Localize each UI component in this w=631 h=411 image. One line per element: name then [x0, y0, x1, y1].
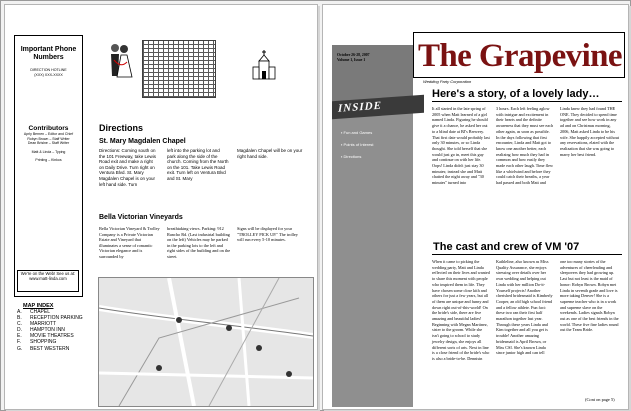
- chapel-directions-col1: Directions: Coming south on the 101 Freeway, take Lewis Road exit and make a right on Daily Drive. Turn right on Ventura Blvd. St. Mary Magdalen Chapel is on your left hand side. Turn: [99, 148, 156, 187]
- issue-volume-line: Volume 1, Issue 1: [337, 58, 366, 62]
- vineyards-col3: Signs will be displayed for your "TROLLEY PICK UP." The trolley will run every 5-10 minutes.: [237, 226, 298, 243]
- publisher-line: Wedding Party Corporation: [423, 79, 472, 84]
- map-index-row: E. MOVIE THEATRES: [17, 333, 74, 340]
- vineyards-heading: Bella Victorian Vineyards: [99, 214, 183, 221]
- map-index-row: F. SHOPPING: [17, 339, 57, 346]
- map-index-row: A. CHAPEL: [17, 309, 51, 315]
- headline-rule: [432, 101, 622, 102]
- vineyards-col2: breathtaking views. Parking: 912 Rancho Rd. (Last industrial building on the left) Vehicles may be parked in the parking lots to the left and right sides of the building and on the street.: [167, 226, 231, 259]
- directions-heading: Directions: [99, 123, 144, 133]
- cast-headline: The cast and crew of VM '07: [433, 241, 580, 253]
- masthead: [413, 32, 625, 78]
- website-box: We're on the Web! See us at: www.matt-linda.com: [17, 270, 79, 292]
- map-index-title: MAP INDEX: [23, 303, 54, 309]
- maze-puzzle: [142, 40, 216, 98]
- issue-date-line: October 26-28, 2007: [337, 53, 370, 57]
- map-index-row: B. RECEPTION PARKING: [17, 315, 83, 322]
- toc-item: ▪ Directions: [341, 151, 374, 163]
- contributors-title: Contributors: [28, 125, 69, 133]
- map-index: [17, 303, 102, 352]
- cast-col2: Kathleline, also known as Miss Quality Assurance, she enjoys stressing over details over her own wedding and helping out Linda with her million Do-it-Yourself projects! Another cherished bridesmaid is Kimberly Cooper, an old high school friend and a fellow athlete. Fun fact: these two ran their first half marathon together last year. Through these years Linda and Kim together and all you get is trouble! Another amazing bridesmaid is April Brown, or Miss CSI. She's known Linda since junior high and can tell: [496, 259, 553, 356]
- newsletter-title: The Grapevine: [418, 38, 622, 74]
- issue-date: [337, 53, 370, 63]
- map-index-row: G. BEST WESTERN: [17, 345, 70, 352]
- map-index-row: C. MARRIOTT: [17, 321, 57, 328]
- contributor-line: Aprly Bernen – Editor and Chief: [23, 132, 74, 137]
- direction-hotline-number: (XXX) XXX-XXXX: [34, 72, 63, 77]
- toc-item: ▪ Fun and Games: [341, 127, 374, 139]
- contributor-line: Printing – Kinkos: [35, 158, 62, 163]
- contributor-line: Dean Brislne – Staff Writer: [27, 141, 70, 146]
- story-headline: Here's a story, of a lovely lady…: [432, 88, 600, 100]
- church-clipart: [250, 49, 278, 81]
- direction-hotline-label: DIRECTION HOTLINE: [30, 68, 67, 72]
- headline-rule: [432, 254, 622, 255]
- map-index-row: D. HAMPTON INN: [17, 327, 65, 334]
- bride-groom-clipart: [105, 40, 135, 80]
- cast-col1: When it came to picking the wedding party, Matt and Linda reflected on their lives and wanted to share this moment with people who inspired them in life. They have chosen some close kith and others for just a few years, but all of them are unique and funny and down right out-of-this-world! On the bride's side, there are five amazing and beautiful ladies! Beginning with Megan Martinez, sister to the groom. While she isn't going to school to study jewelry design, she enjoys all different sorts of arts. Next in line is a close friend of the bride's who is also a bride-to-be. Dennisin: [432, 259, 490, 361]
- story-col2: 3 hours. Each left feeling aglow with intrigue and excitement in their hearts and the definite awareness that they must see each other again, as soon as possible. In the days following that first encounter, Linda and Matt got to know one another better, each realizing how much they had in common and how easily they made each other laugh. Time flew like a whirlwind and before they could catch their breaths, a year had passed and both Matt and: [496, 106, 554, 186]
- chapel-directions-col2: left into the parking lot and park along the side of the church. Coming from the North on the 101. Take Lewis Road exit. Turn left on Ventura Blvd and St. Mary: [167, 148, 229, 181]
- story-col1: It all started in the late spring of 2005 when Matt learned of a girl named Linda. Figuring he should give it a chance, he asked her out to a blind date at BJ's Brewery. That first date would probably last only 30 minutes, or so Linda thought. She told herself that she would just go in, meet this guy and continue on with her life. Oops! Linda didn't just stay 30 minutes; instead she and Matt chatted the night away and "30 minutes" turned into: [432, 106, 490, 186]
- continued-note: (Cont on page 5): [585, 397, 615, 402]
- page-left[interactable]: [4, 4, 318, 410]
- page-right[interactable]: [322, 4, 629, 410]
- contributor-line: Matt & Linda – Typing: [31, 149, 66, 154]
- chapel-heading: St. Mary Magdalen Chapel: [99, 138, 186, 145]
- cast-col3: one too many stories of the adventures of cheerleading and sleepovers they had growing up. Last but not least is the maid of honor: Robyn Brown. Robyn met Linda in seventh grade and love is more taking Denver! She is a supreme teacher who is in a work and supreme slave on the weekends. Ladies signals Robyn out as one of the best friends in the world. These five fine ladies round out the Team Bride.: [560, 259, 619, 333]
- vineyards-col1: Bella Victorian Vineyard & Trolley Company is a Private Victorian Estate and Vineyard that illuminates a sense of romantic Victorian elegance and is surrounded by: [99, 226, 160, 259]
- phone-numbers-box: [14, 35, 83, 297]
- chapel-directions-col3: Magdalen Chapel will be on your right hand side.: [237, 148, 303, 159]
- table-of-contents: [341, 127, 374, 163]
- contributor-line: Robyn Brown – Staff Writer: [27, 136, 70, 141]
- phone-numbers-title: Important Phone Numbers: [20, 46, 77, 61]
- toc-item: ▪ Points of Interest: [341, 139, 374, 151]
- area-map: [98, 277, 314, 407]
- inside-label: INSIDE: [338, 99, 382, 115]
- story-col3: Linda knew they had found THE ONE. They decided to spend time together and see how work in any ad and on Christmas morning, 2006, Matt asked Linda to be his wife. She happily accepted without any reservations, elated with the realization that she was going to marry her best friend.: [560, 106, 619, 157]
